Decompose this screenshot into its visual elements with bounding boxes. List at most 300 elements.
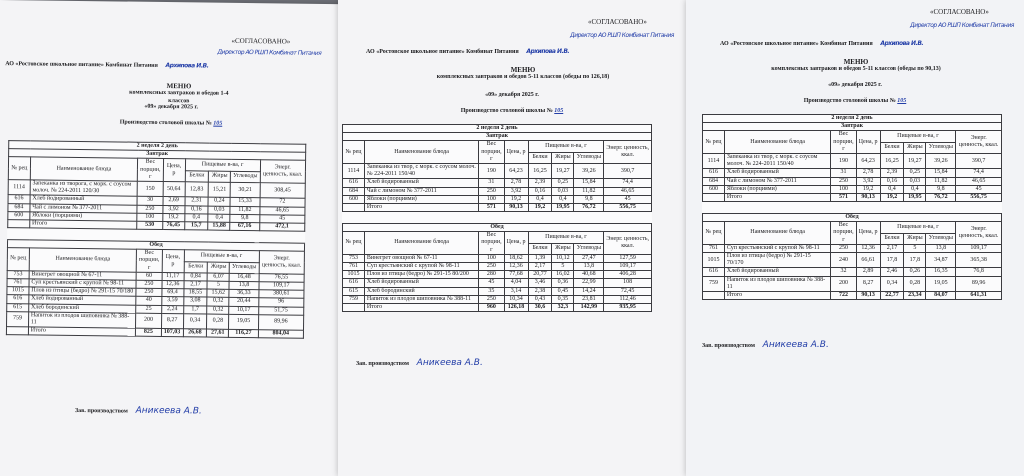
table-row xyxy=(703,253,1002,268)
dish-protein: 2,17 xyxy=(528,263,552,271)
dish-name: Напиток из плодов шиповника № 388-11 xyxy=(724,276,830,291)
col-name-header: Наименование блюда xyxy=(724,222,830,245)
col-name-header: Наименование блюда xyxy=(364,232,478,255)
recipe-code: 600 xyxy=(703,185,725,193)
dish-fat: 19,27 xyxy=(904,153,926,168)
dish-price: 11,17 xyxy=(162,272,184,280)
total-label: Итого xyxy=(724,291,830,299)
menu-sheet-grades-5-11-126 xyxy=(338,0,686,476)
dish-energy: 308,45 xyxy=(260,183,306,199)
menu-heading xyxy=(716,58,996,74)
total-energy: 556,75 xyxy=(604,203,652,211)
organization-name: АО «Ростовское школьное питание» Комбинат Питания xyxy=(5,61,158,69)
dish-weight: 45 xyxy=(479,279,504,287)
dish-protein: 2,39 xyxy=(880,169,904,177)
recipe-code: 1114 xyxy=(343,163,365,178)
col-price-header: Цена, р xyxy=(504,141,528,164)
table-row xyxy=(703,177,1002,185)
meal-caption: Завтрак xyxy=(9,149,306,161)
table-row xyxy=(703,185,1002,193)
dish-carbs: 30,21 xyxy=(230,182,259,198)
col-code-header: № рец xyxy=(8,157,30,180)
col-code-header: № рец xyxy=(7,248,29,271)
dish-fat: 0,32 xyxy=(207,306,229,314)
table-row xyxy=(343,254,652,262)
dish-energy: 365,38 xyxy=(956,253,1002,268)
col-fat-header: Жиры xyxy=(552,243,574,254)
dish-price: 3,14 xyxy=(504,287,528,295)
col-carbs-header: Углеводы xyxy=(574,243,604,254)
dish-fat: 17,8 xyxy=(904,253,926,268)
total-code-cell xyxy=(703,291,725,299)
dish-carbs: 9,8 xyxy=(574,195,604,203)
dish-fat: 0,24 xyxy=(208,197,230,205)
recipe-code: 615 xyxy=(7,303,29,311)
col-weight-header: Вес порции, г xyxy=(479,232,504,255)
col-nutrients-header: Пищевые в-ва, г xyxy=(184,250,259,262)
dish-weight: 100 xyxy=(831,185,856,193)
director-title-handwriting: Директор АО РШП Комбинат Питания xyxy=(570,32,674,39)
dish-fat: 0,4 xyxy=(208,214,230,222)
dish-energy: 46,65 xyxy=(604,187,652,195)
dish-protein: 2,31 xyxy=(185,197,209,205)
dish-name: Хлеб йодированный xyxy=(364,179,478,187)
dish-carbs: 36,33 xyxy=(229,290,258,299)
total-protein: 19,2 xyxy=(528,203,552,211)
total-label: Итого xyxy=(28,327,136,336)
dish-carbs: 14,24 xyxy=(574,287,604,295)
col-weight-header: Вес порции, г xyxy=(136,249,162,272)
dish-name: Плов из птицы (бедро) № 291-15 80/200 xyxy=(364,271,478,279)
dish-weight: 280 xyxy=(479,271,504,279)
director-title-line xyxy=(910,22,1014,30)
menu-subtitle: комплексных завтраков и обедов 5-11 классов (обеды по 90,13) xyxy=(771,66,941,73)
dish-carbs: 16,48 xyxy=(229,273,258,282)
col-fat-header: Жиры xyxy=(552,152,574,163)
dish-energy: 74,4 xyxy=(956,169,1002,177)
dish-fat: 5 xyxy=(552,263,574,271)
recipe-code: 616 xyxy=(8,195,30,203)
dish-energy: 45 xyxy=(259,214,305,223)
dish-fat: 0,25 xyxy=(904,169,926,177)
dish-protein: 3,46 xyxy=(528,279,552,287)
total-fat: 15,88 xyxy=(208,222,230,230)
dish-fat: 0,26 xyxy=(904,268,926,276)
dish-name: Запеканка из творога, с морк. с соусом молоч. № 224-2011 120/30 xyxy=(30,180,138,197)
col-energy-header: Энерг. ценность, ккал. xyxy=(259,251,305,274)
organization-name: АО «Ростовское школьное питание» Комбинат Питания xyxy=(366,49,519,55)
dish-fat: 5 xyxy=(904,244,926,252)
dish-weight: 25 xyxy=(136,305,161,313)
recipe-code: 1114 xyxy=(703,153,725,168)
dish-name: Хлеб йодированный xyxy=(364,279,478,287)
column-header-row xyxy=(343,232,652,243)
dish-protein: 0,16 xyxy=(880,177,904,185)
organization-name: АО «Ростовское школьное питание» Комбинат Питания xyxy=(720,41,873,47)
dish-protein: 16,25 xyxy=(880,153,904,168)
meal-caption-row xyxy=(343,224,652,232)
table-row xyxy=(343,295,652,303)
col-energy-header: Энерг. ценность, ккал. xyxy=(604,232,652,255)
table-row xyxy=(343,163,652,178)
production-manager-label: Зав. производством xyxy=(356,361,409,367)
recipe-code: 684 xyxy=(343,187,365,195)
col-energy-header: Энерг. ценность, ккал. xyxy=(956,222,1002,245)
dish-fat: 0,28 xyxy=(904,276,926,291)
dish-carbs: 16,35 xyxy=(926,268,956,276)
recipe-code: 761 xyxy=(343,263,365,271)
dish-protein: 16,25 xyxy=(528,163,552,178)
dish-protein: 2,38 xyxy=(528,287,552,295)
dish-fat: 10,12 xyxy=(552,254,574,262)
dish-fat: 0,03 xyxy=(552,187,574,195)
menu-subtitle: комплексных завтраков и обедов 1-4 классов xyxy=(129,89,229,104)
dish-energy: 109,17 xyxy=(604,263,652,271)
dish-energy: 380,61 xyxy=(258,290,304,299)
dish-carbs: 9,8 xyxy=(926,185,956,193)
dish-fat: 6,07 xyxy=(207,273,229,281)
table-row xyxy=(343,287,652,295)
recipe-code: 753 xyxy=(7,270,29,278)
recipe-code: 1015 xyxy=(343,271,365,279)
dish-weight: 250 xyxy=(479,187,504,195)
dish-carbs: 40,68 xyxy=(574,271,604,279)
director-signature: Архипова И.В. xyxy=(880,40,924,47)
dish-energy: 72 xyxy=(260,198,306,207)
dish-weight: 32 xyxy=(831,268,856,276)
meal-caption-row xyxy=(343,133,652,141)
dish-weight: 31 xyxy=(479,179,504,187)
col-code-header: № рец xyxy=(343,141,365,164)
total-code-cell xyxy=(6,327,28,335)
total-fat: 32,3 xyxy=(552,303,574,311)
breakfast-section xyxy=(703,115,1002,202)
dish-name: Хлеб йодированный xyxy=(724,268,830,276)
dish-price: 12,36 xyxy=(162,280,184,288)
dish-carbs: 11,82 xyxy=(574,187,604,195)
column-header-row xyxy=(703,222,1002,233)
dish-protein: 2,17 xyxy=(184,281,208,289)
dish-name: Хлеб йодированный xyxy=(724,169,830,177)
dish-weight: 100 xyxy=(479,195,504,203)
table-row xyxy=(703,268,1002,276)
menu-date: «09» декабря 2025 г. xyxy=(828,82,882,88)
dish-price: 19,2 xyxy=(504,195,528,203)
dish-weight: 250 xyxy=(136,280,161,288)
total-price: 76,45 xyxy=(162,221,184,229)
dish-carbs: 19,05 xyxy=(926,276,956,291)
dish-weight: 250 xyxy=(137,205,162,213)
dish-energy: 109,17 xyxy=(259,282,305,291)
dish-price: 19,2 xyxy=(856,185,880,193)
dish-energy: 390,7 xyxy=(956,153,1002,168)
dish-energy: 74,4 xyxy=(604,179,652,187)
dish-name: Яблоки (порциями) xyxy=(30,212,138,221)
week-day-row xyxy=(703,115,1002,123)
recipe-code: 616 xyxy=(343,279,365,287)
col-protein-header: Белки xyxy=(185,170,209,182)
director-title-handwriting: Директор АО РШП Комбинат Питания xyxy=(217,48,322,57)
menu-date: «09» декабря 2025 г. xyxy=(485,92,539,98)
dish-protein: 20,77 xyxy=(528,271,552,279)
total-code-cell xyxy=(703,193,725,201)
total-weight: 530 xyxy=(137,221,162,229)
production-manager-line xyxy=(75,405,202,417)
dish-weight: 40 xyxy=(136,297,161,305)
col-name-header: Наименование блюда xyxy=(30,157,138,181)
dish-price: 4,04 xyxy=(504,279,528,287)
meal-caption-row xyxy=(703,123,1002,131)
dish-weight: 250 xyxy=(136,288,161,296)
column-header-row xyxy=(703,131,1002,142)
col-nutrients-header: Пищевые в-ва, г xyxy=(880,222,956,233)
dish-protein: 1,7 xyxy=(183,305,207,313)
col-name-header: Наименование блюда xyxy=(364,141,478,164)
dish-carbs: 39,26 xyxy=(926,153,956,168)
col-weight-header: Вес порции, г xyxy=(831,131,856,154)
production-label: Производство столовой школы № xyxy=(803,98,896,104)
production-manager-line xyxy=(356,358,483,369)
dish-carbs: 10,17 xyxy=(229,306,258,315)
dish-energy: 76,8 xyxy=(956,268,1002,276)
recipe-code: 600 xyxy=(343,195,365,203)
dish-energy: 72,45 xyxy=(604,287,652,295)
dish-protein: 17,8 xyxy=(880,253,904,268)
menu-table xyxy=(342,124,652,312)
col-nutrients-header: Пищевые в-ва, г xyxy=(880,131,956,142)
menu-title: МЕНЮ xyxy=(510,66,536,74)
col-carbs-header: Углеводы xyxy=(574,152,604,163)
table-row xyxy=(343,179,652,187)
menu-title: МЕНЮ xyxy=(166,82,192,91)
director-title-handwriting: Директор АО РШП Комбинат Питания xyxy=(910,22,1014,29)
column-header-row xyxy=(7,248,304,263)
dish-price: 3,59 xyxy=(161,297,183,305)
table-row xyxy=(703,276,1002,291)
dish-name: Винегрет овощной № 67-11 xyxy=(29,271,137,280)
production-manager-signature: Аникеева А.В. xyxy=(416,358,483,368)
col-price-header: Цена, р xyxy=(856,131,880,154)
dish-price: 8,27 xyxy=(161,313,183,329)
total-protein: 30,6 xyxy=(528,303,552,311)
dish-price: 64,23 xyxy=(504,163,528,178)
meal-caption: Обед xyxy=(343,224,652,232)
col-fat-header: Жиры xyxy=(208,262,230,274)
production-manager-label: Зав. производством xyxy=(702,343,755,349)
total-carbs: 76,72 xyxy=(926,193,956,201)
recipe-code: 615 xyxy=(343,287,365,295)
total-row xyxy=(343,203,652,211)
dish-protein: 18,55 xyxy=(183,289,207,297)
dish-price: 69,4 xyxy=(161,289,183,297)
recipe-code: 759 xyxy=(343,295,365,303)
meal-caption-row xyxy=(703,214,1002,222)
total-energy: 804,04 xyxy=(258,330,304,339)
dish-fat: 0,35 xyxy=(552,295,574,303)
dish-price: 3,92 xyxy=(856,177,880,185)
total-weight: 960 xyxy=(479,303,504,311)
dish-fat: 0,4 xyxy=(552,195,574,203)
production-label: Производство столовой школы № xyxy=(460,108,553,114)
total-price: 107,03 xyxy=(161,329,183,337)
dish-energy: 406,28 xyxy=(604,271,652,279)
dish-name: Яблоки (порциями) xyxy=(724,185,830,193)
production-manager-label: Зав. производством xyxy=(74,407,128,415)
table-row xyxy=(703,169,1002,177)
dish-carbs: 13,8 xyxy=(574,263,604,271)
dish-protein: 0,16 xyxy=(184,205,208,213)
col-code-header: № рец xyxy=(703,222,725,245)
dish-fat: 19,27 xyxy=(552,163,574,178)
total-price: 90,13 xyxy=(856,291,880,299)
dish-energy: 45 xyxy=(956,185,1002,193)
total-protein: 15,7 xyxy=(184,222,208,230)
agreed-stamp-label: «СОГЛАСОВАНО» xyxy=(588,18,647,26)
recipe-code: 759 xyxy=(7,311,29,327)
menu-table xyxy=(6,140,306,339)
director-signature: Архипова И.В. xyxy=(526,48,570,55)
meal-caption: Обед xyxy=(703,214,1002,222)
dish-weight: 100 xyxy=(137,213,162,221)
production-line xyxy=(686,98,1024,105)
total-energy: 641,31 xyxy=(956,291,1002,299)
production-label: Производство столовой школы № xyxy=(119,119,212,127)
menu-sheet-grades-1-4 xyxy=(0,0,345,476)
dish-protein: 3,08 xyxy=(183,297,207,305)
recipe-code: 753 xyxy=(343,254,365,262)
breakfast-section xyxy=(343,125,652,212)
meal-caption: Завтрак xyxy=(703,123,1002,131)
dish-name: Запеканка из твор, с морк. с соусом молоч. № 224-2011 150/40 xyxy=(364,163,478,178)
dish-energy: 46,65 xyxy=(259,206,305,215)
dish-weight: 250 xyxy=(831,177,856,185)
dish-energy: 112,46 xyxy=(604,295,652,303)
dish-name: Напиток из плодов шиповника № 388-11 xyxy=(28,312,136,329)
col-fat-header: Жиры xyxy=(904,142,926,153)
total-protein: 26,68 xyxy=(183,329,207,337)
dish-price: 2,78 xyxy=(504,179,528,187)
menu-heading xyxy=(119,81,239,105)
col-fat-header: Жиры xyxy=(904,233,926,244)
dish-fat: 5 xyxy=(207,281,229,289)
recipe-code: 616 xyxy=(703,169,725,177)
dish-weight: 31 xyxy=(831,169,856,177)
dish-price: 64,23 xyxy=(856,153,880,168)
recipe-code: 600 xyxy=(8,211,30,219)
total-carbs: 84,07 xyxy=(926,291,956,299)
dish-fat: 15,62 xyxy=(207,289,229,297)
table-row xyxy=(343,279,652,287)
col-carbs-header: Углеводы xyxy=(231,171,260,183)
total-fat: 19,95 xyxy=(552,203,574,211)
dish-weight: 250 xyxy=(479,263,504,271)
dish-carbs: 34,87 xyxy=(926,253,956,268)
school-number: 105 xyxy=(554,108,564,114)
dish-fat: 0,45 xyxy=(552,287,574,295)
agreed-stamp-label: «СОГЛАСОВАНО» xyxy=(231,36,291,46)
dish-weight: 250 xyxy=(831,244,856,252)
production-line xyxy=(338,108,686,115)
total-label: Итого xyxy=(364,203,478,211)
dish-name: Хлеб бородинский xyxy=(28,303,136,312)
recipe-code: 616 xyxy=(343,179,365,187)
recipe-code: 684 xyxy=(703,177,725,185)
school-number: 105 xyxy=(897,98,907,104)
dish-fat: 0,36 xyxy=(552,279,574,287)
director-title-line xyxy=(217,49,321,58)
col-energy-header: Энерг. ценность, ккал. xyxy=(604,141,652,164)
col-protein-header: Белки xyxy=(528,152,552,163)
recipe-code: 1015 xyxy=(7,287,29,295)
agreed-stamp-label: «СОГЛАСОВАНО» xyxy=(930,8,989,16)
total-row xyxy=(703,291,1002,299)
organization-line xyxy=(366,48,569,56)
dish-carbs: 15,33 xyxy=(230,198,259,207)
column-header-row xyxy=(8,157,305,172)
recipe-code: 1114 xyxy=(8,180,30,196)
production-line xyxy=(0,118,344,129)
production-manager-signature: Аникеева А.В. xyxy=(135,405,202,417)
week-day-label: 2 неделя 2 день xyxy=(343,125,652,133)
col-nutrients-header: Пищевые в-ва, г xyxy=(528,232,604,243)
dish-weight: 35 xyxy=(479,287,504,295)
dish-energy: 390,7 xyxy=(604,163,652,178)
dish-name: Запеканка из твор, с морк. с соусом молоч. № 224-2011 150/40 xyxy=(724,153,830,168)
total-protein: 22,77 xyxy=(880,291,904,299)
dish-weight: 100 xyxy=(479,254,504,262)
total-weight: 571 xyxy=(479,203,504,211)
production-manager-signature: Аникеева А.В. xyxy=(762,340,829,350)
total-weight: 825 xyxy=(136,328,161,336)
dish-weight: 240 xyxy=(831,253,856,268)
dish-protein: 1,39 xyxy=(528,254,552,262)
dish-price: 8,27 xyxy=(856,276,880,291)
dish-carbs: 27,47 xyxy=(574,254,604,262)
dish-price: 12,36 xyxy=(504,263,528,271)
menu-title: МЕНЮ xyxy=(843,58,869,66)
dish-carbs: 39,26 xyxy=(574,163,604,178)
dish-price: 2,69 xyxy=(163,197,185,205)
table-row xyxy=(703,244,1002,252)
recipe-code: 761 xyxy=(7,279,29,287)
school-number: 105 xyxy=(213,120,223,127)
dish-price: 2,24 xyxy=(161,305,183,313)
total-weight: 571 xyxy=(831,193,856,201)
table-row xyxy=(343,195,652,203)
col-name-header: Наименование блюда xyxy=(724,131,830,154)
col-carbs-header: Углеводы xyxy=(926,233,956,244)
dish-carbs: 13,8 xyxy=(926,244,956,252)
total-row xyxy=(343,303,652,311)
col-code-header: № рец xyxy=(703,131,725,154)
dish-name: Хлеб йодированный xyxy=(30,195,138,204)
meal-caption: Завтрак xyxy=(343,133,652,141)
col-carbs-header: Углеводы xyxy=(229,262,258,274)
dish-name: Чай с лимоном № 377-2011 xyxy=(30,203,138,212)
dish-fat: 0,25 xyxy=(552,179,574,187)
total-price: 90,13 xyxy=(504,203,528,211)
dish-name: Суп крестьянский с крупой № 98-11 xyxy=(724,244,830,252)
menu-date: «09» декабря 2025 г. xyxy=(144,103,199,111)
dish-energy: 127,59 xyxy=(604,254,652,262)
col-fat-header: Жиры xyxy=(209,171,231,183)
dish-price: 19,2 xyxy=(162,213,184,221)
dish-weight: 190 xyxy=(831,153,856,168)
dish-fat: 16,02 xyxy=(552,271,574,279)
week-day-label: 2 неделя 2 день xyxy=(703,115,1002,123)
col-weight-header: Вес порции, г xyxy=(479,141,504,164)
dish-weight: 60 xyxy=(136,272,161,280)
